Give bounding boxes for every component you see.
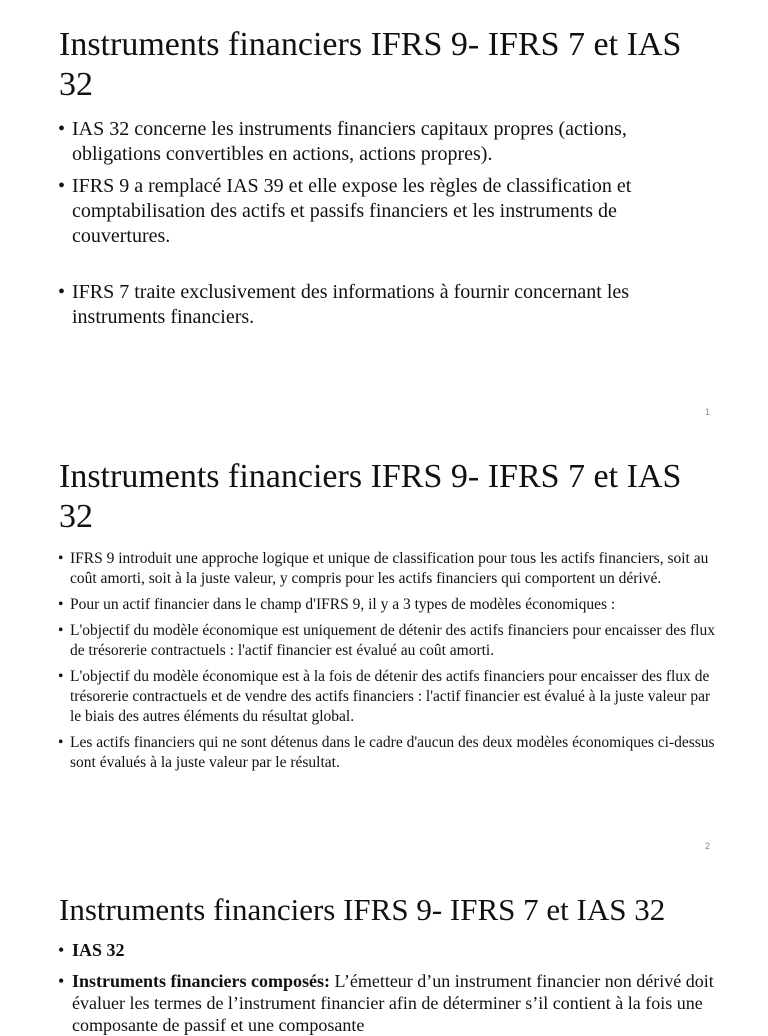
bullet-icon: • xyxy=(58,734,64,751)
list-item xyxy=(0,174,720,249)
list-item xyxy=(0,667,720,727)
bullet-text: IFRS 9 a remplacé IAS 39 et elle expose les règles de classification et comptabilisation des actifs et passifs financiers et les instruments de couvertures. xyxy=(72,175,632,247)
bullet-text: Les actifs financiers qui ne sont détenus dans le cadre d'aucun des deux modèles économiques ci-dessus sont évalués à la juste valeur par le résultat. xyxy=(70,734,715,771)
slide-2 xyxy=(0,432,768,864)
slide-title: Instruments financiers IFRS 9- IFRS 7 et IAS 32 xyxy=(59,458,682,535)
bullet-text: L’émetteur d’un instrument financier non dérivé doit évaluer les termes de l’instrument financier afin de déterminer s’il contient à la fois une composante de passif et une composante xyxy=(72,971,714,1035)
list-item xyxy=(0,595,720,615)
list-item xyxy=(0,733,720,773)
list-item xyxy=(0,549,720,589)
bullet-icon: • xyxy=(58,175,66,197)
list-item xyxy=(0,280,720,330)
slide-3 xyxy=(0,864,768,1035)
slide-1 xyxy=(0,0,768,432)
bullet-text: L'objectif du modèle économique est uniquement de détenir des actifs financiers pour encaisser des flux de trésorerie contractuels : l'actif financier est évalué au coût amorti. xyxy=(70,622,715,659)
bullet-text: IFRS 9 introduit une approche logique et unique de classification pour tous les actifs financiers, soit au coût amorti, soit à la juste valeur, y compris pour les actifs financiers qui comportent un dérivé. xyxy=(70,550,709,587)
bullet-list xyxy=(0,117,720,330)
bullet-icon: • xyxy=(58,550,64,567)
bullet-icon: • xyxy=(58,622,64,639)
list-item xyxy=(0,970,720,1036)
bullet-bold-text: IAS 32 xyxy=(72,940,125,960)
list-item xyxy=(0,117,720,167)
bullet-list xyxy=(0,549,720,773)
bullet-text: L'objectif du modèle économique est à la fois de détenir des actifs financiers pour encaisser des flux de trésorerie contractuels et de vendre des actifs financiers : l'actif financier est évalué à la juste valeur par le biais des autres éléments du résultat global. xyxy=(70,668,711,725)
bullet-bold-text: Instruments financiers composés: xyxy=(72,971,330,991)
page-number: 2 xyxy=(705,841,711,851)
bullet-icon: • xyxy=(58,668,64,685)
bullet-icon: • xyxy=(58,118,66,140)
page-number: 1 xyxy=(705,407,711,417)
slide-title: Instruments financiers IFRS 9- IFRS 7 et IAS 32 xyxy=(59,892,666,927)
bullet-text: IFRS 7 traite exclusivement des informations à fournir concernant les instruments financiers. xyxy=(72,281,630,328)
bullet-icon: • xyxy=(58,971,65,991)
bullet-text: Pour un actif financier dans le champ d'IFRS 9, il y a 3 types de modèles économiques : xyxy=(70,596,616,613)
slide-title: Instruments financiers IFRS 9- IFRS 7 et IAS 32 xyxy=(59,26,682,103)
bullet-list xyxy=(0,939,720,1036)
bullet-icon: • xyxy=(58,281,66,303)
bullet-icon: • xyxy=(58,940,65,960)
list-item xyxy=(0,621,720,661)
bullet-icon: • xyxy=(58,596,64,613)
list-item xyxy=(0,939,720,961)
bullet-text: IAS 32 concerne les instruments financiers capitaux propres (actions, obligations convertibles en actions, actions propres). xyxy=(72,118,627,165)
